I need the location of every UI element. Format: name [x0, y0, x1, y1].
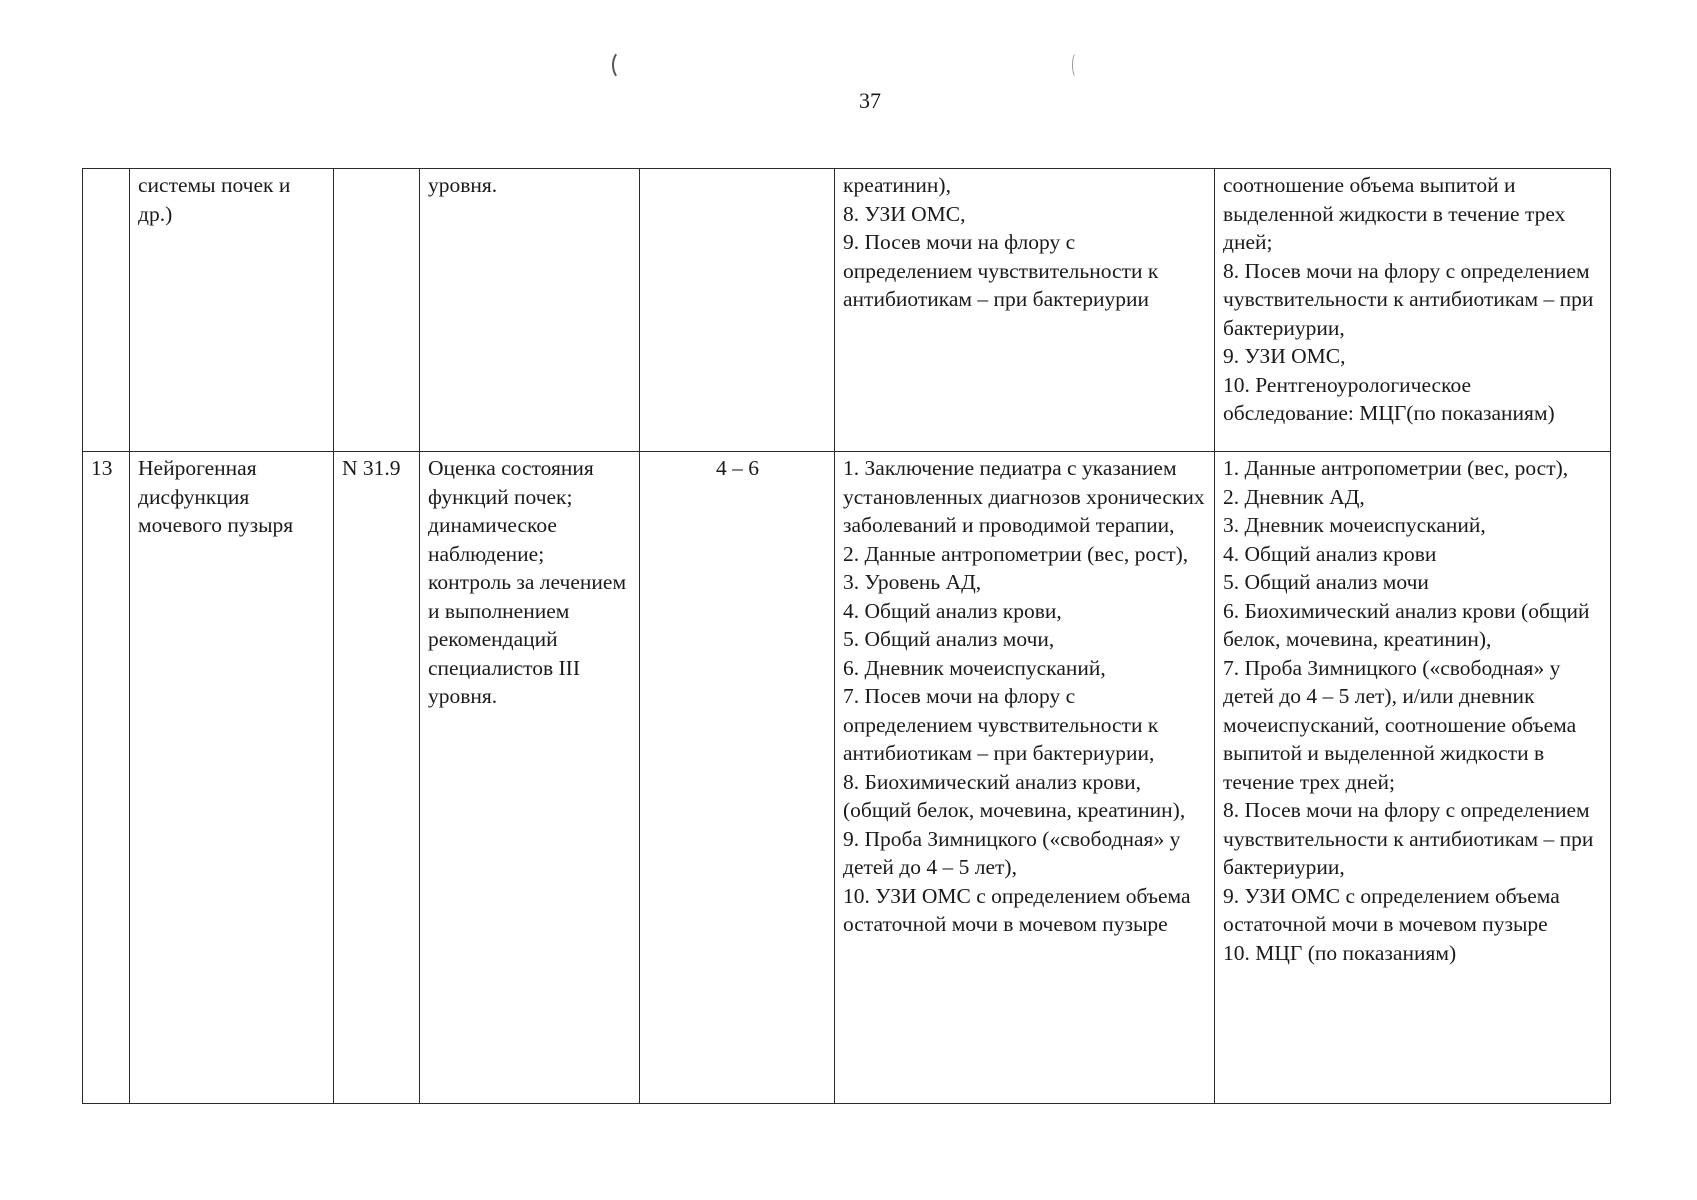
row-number-cell: 13 [83, 452, 130, 1104]
goal-cell: уровня. [420, 169, 640, 452]
frequency-cell [640, 169, 835, 452]
row-number-cell [83, 169, 130, 452]
medical-observation-table [82, 168, 1611, 1104]
icd-code-cell [334, 169, 420, 452]
examination-list-cell: креатинин), 8. УЗИ ОМС, 9. Посев мочи на флору с определением чувствительности к антибиотикам – при бактериурии [835, 169, 1215, 452]
table-row [83, 452, 1611, 1104]
examination-list-cell: 1. Заключение педиатра с указанием установленных диагнозов хронических заболеваний и проводимой терапии, 2. Данные антропометрии (вес, рост), 3. Уровень АД, 4. Общий анализ крови, 5. Общий анализ мочи, 6. Дневник мочеиспусканий, 7. Посев мочи на флору с определением чувствительности к антибиотикам – при бактериурии, 8. Биохимический анализ крови, (общий белок, мочевина, креатинин), 9. Проба Зимницкого («свободная» у детей до 4 – 5 лет), 10. УЗИ ОМС с определением объема остаточной мочи в мочевом пузыре [835, 452, 1215, 1104]
disease-cell: Нейрогенная дисфункция мочевого пузыря [130, 452, 334, 1104]
examination-list-cell: соотношение объема выпитой и выделенной жидкости в течение трех дней; 8. Посев мочи на флору с определением чувствительности к антибиотикам – при бактериурии, 9. УЗИ ОМС, 10. Рентгеноурологическое обследование: МЦГ(по показаниям) [1215, 169, 1611, 452]
icd-code-cell: N 31.9 [334, 452, 420, 1104]
scan-mark-left [612, 50, 632, 80]
disease-cell: системы почек и др.) [130, 169, 334, 452]
scan-mark-right [1072, 52, 1081, 78]
examination-list-cell: 1. Данные антропометрии (вес, рост), 2. Дневник АД, 3. Дневник мочеиспусканий, 4. Общий анализ крови 5. Общий анализ мочи 6. Биохимический анализ крови (общий белок, мочевина, креатинин), 7. Проба Зимницкого («свободная» у детей до 4 – 5 лет), и/или дневник мочеиспусканий, соотношение объема выпитой и выделенной жидкости в течение трех дней; 8. Посев мочи на флору с определением чувствительности к антибиотикам – при бактериурии, 9. УЗИ ОМС с определением объема остаточной мочи в мочевом пузыре 10. МЦГ (по показаниям) [1215, 452, 1611, 1104]
page-number: 37 [859, 88, 881, 113]
goal-cell: Оценка состояния функций почек; динамическое наблюдение; контроль за лечением и выполнением рекомендаций специалистов III уровня. [420, 452, 640, 1104]
frequency-cell: 4 – 6 [640, 452, 835, 1104]
table-row [83, 169, 1611, 452]
